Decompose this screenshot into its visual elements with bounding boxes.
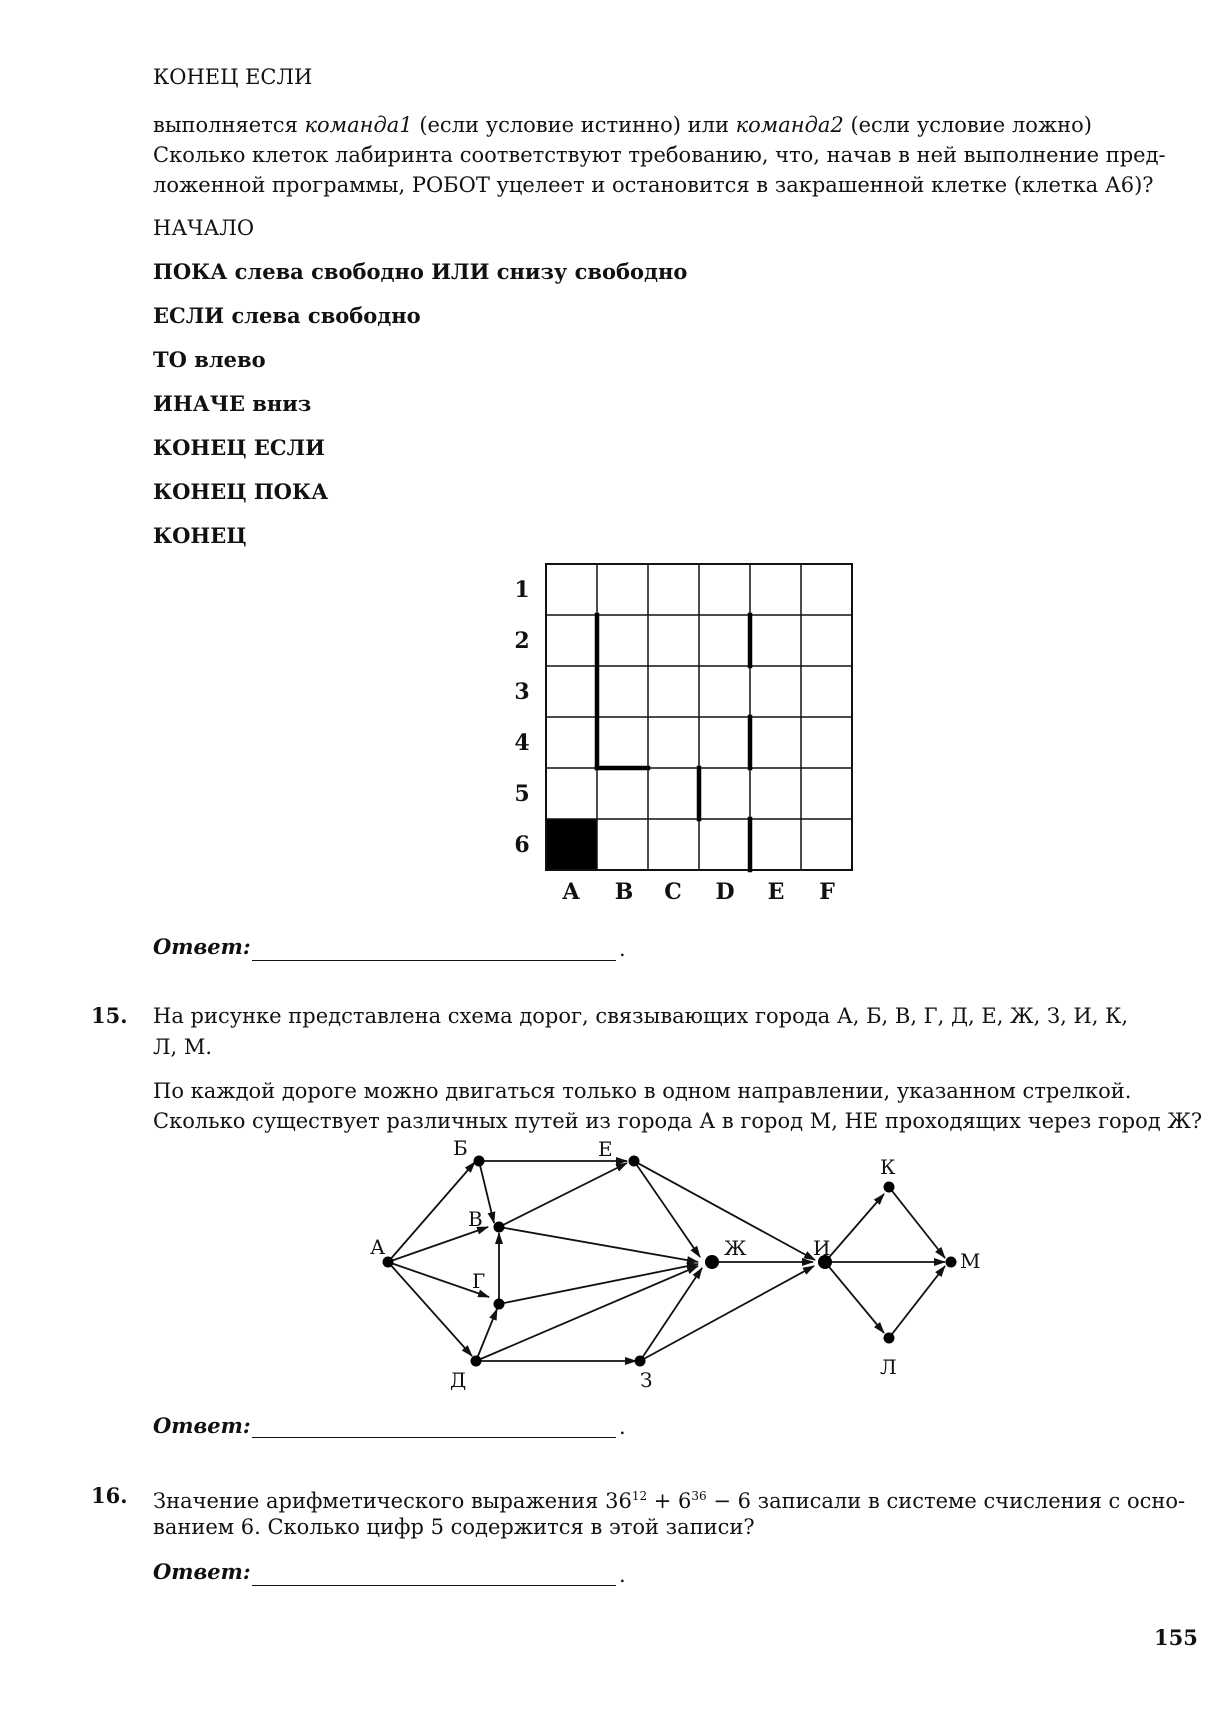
edge-i-k bbox=[825, 1194, 884, 1262]
edge-v-e bbox=[499, 1163, 627, 1227]
question14-line-2: ложенной программы, РОБОТ уцелеет и остановится в закрашенной клетке (клетка А6)? bbox=[153, 173, 1154, 197]
node-z bbox=[635, 1356, 646, 1367]
program-line: КОНЕЦ ПОКА bbox=[153, 479, 329, 504]
edge-z-zh bbox=[640, 1268, 702, 1361]
maze-row-label: 3 bbox=[514, 679, 530, 705]
maze-row-label: 6 bbox=[514, 832, 530, 858]
task16-text: − 6 записали в системе счисления с осно- bbox=[706, 1489, 1186, 1513]
maze-row-label: 2 bbox=[514, 628, 530, 654]
program-line: КОНЕЦ ЕСЛИ bbox=[153, 435, 325, 460]
maze-row-label: 1 bbox=[514, 577, 530, 603]
answer-label: Ответ: bbox=[153, 1559, 251, 1584]
node-label-d: Д bbox=[450, 1368, 467, 1392]
exec-text-3: (если условие ложно) bbox=[843, 113, 1092, 137]
maze-row-label: 5 bbox=[514, 781, 530, 807]
node-g bbox=[494, 1299, 505, 1310]
edge-e-zh bbox=[634, 1161, 700, 1257]
task15-text-line: Л, М. bbox=[153, 1035, 213, 1059]
question14-line-1: Сколько клеток лабиринта соответствуют требованию, что, начав в ней выполнение пред- bbox=[153, 143, 1166, 167]
node-e bbox=[629, 1156, 640, 1167]
answer-label: Ответ: bbox=[153, 1413, 251, 1438]
answer-dot: . bbox=[619, 1563, 626, 1587]
node-label-zh: Ж bbox=[724, 1236, 747, 1260]
exponent: 36 bbox=[691, 1489, 707, 1503]
node-label-a: А bbox=[370, 1235, 386, 1259]
edge-k-m bbox=[889, 1187, 945, 1258]
maze-col-label: F bbox=[819, 879, 835, 905]
node-l bbox=[884, 1333, 895, 1344]
node-v bbox=[494, 1222, 505, 1233]
node-label-e: Е bbox=[598, 1137, 613, 1161]
task-number: 15. bbox=[91, 1003, 128, 1028]
task16-text: Значение арифметического выражения 36 bbox=[153, 1489, 632, 1513]
node-b bbox=[474, 1156, 485, 1167]
task16-text-line-2: ванием 6. Сколько цифр 5 содержится в этой записи? bbox=[153, 1515, 755, 1539]
program-line: НАЧАЛО bbox=[153, 216, 255, 240]
node-label-i: И bbox=[813, 1236, 831, 1260]
answer-label: Ответ: bbox=[153, 934, 251, 959]
program-line: ПОКА слева свободно ИЛИ снизу свободно bbox=[153, 259, 688, 284]
node-k bbox=[884, 1182, 895, 1193]
task15-text-line: По каждой дороге можно двигаться только в одном направлении, указанном стрелкой. bbox=[153, 1079, 1132, 1103]
edge-g-zh bbox=[499, 1264, 698, 1304]
command2-italic: команда2 bbox=[735, 113, 844, 137]
node-m bbox=[946, 1257, 957, 1268]
node-label-b: Б bbox=[453, 1136, 468, 1160]
answer-field-15[interactable] bbox=[252, 1437, 616, 1438]
maze-col-label: A bbox=[562, 879, 580, 905]
task16-text-line-1 bbox=[153, 1481, 1185, 1516]
program-line: ИНАЧЕ вниз bbox=[153, 391, 312, 416]
node-label-v: В bbox=[468, 1207, 483, 1231]
program-line: ТО влево bbox=[153, 347, 266, 372]
node-label-m: М bbox=[960, 1249, 981, 1273]
exec-text-1: выполняется bbox=[153, 113, 305, 137]
graph-edges bbox=[388, 1161, 945, 1361]
answer-dot: . bbox=[619, 1415, 626, 1439]
edge-v-zh bbox=[499, 1227, 698, 1262]
task-number: 16. bbox=[91, 1483, 128, 1508]
task15-text-line: На рисунке представлена схема дорог, связывающих города А, Б, В, Г, Д, Е, Ж, З, И, К, bbox=[153, 1004, 1129, 1028]
node-label-z: З bbox=[640, 1368, 653, 1392]
edge-i-l bbox=[825, 1262, 884, 1333]
maze-col-label: C bbox=[664, 879, 682, 905]
node-d bbox=[471, 1356, 482, 1367]
task16-text: + 6 bbox=[647, 1489, 692, 1513]
answer-field-16[interactable] bbox=[252, 1585, 616, 1586]
node-label-k: К bbox=[880, 1155, 896, 1179]
node-label-l: Л bbox=[880, 1355, 897, 1379]
maze-col-label: E bbox=[767, 879, 785, 905]
code-end-if-top: КОНЕЦ ЕСЛИ bbox=[153, 65, 313, 89]
program-line: КОНЕЦ bbox=[153, 523, 247, 548]
page-number: 155 bbox=[1154, 1625, 1198, 1650]
maze-col-label: B bbox=[614, 879, 634, 905]
command1-italic: команда1 bbox=[304, 113, 413, 137]
answer-dot: . bbox=[619, 937, 626, 961]
program-line: ЕСЛИ слева свободно bbox=[153, 303, 421, 328]
exec-text-2: (если условие истинно) или bbox=[412, 113, 736, 137]
node-label-g: Г bbox=[472, 1269, 486, 1293]
maze-col-label: D bbox=[715, 879, 735, 905]
task15-text-line: Сколько существует различных путей из города А в город М, НЕ проходящих через город Ж? bbox=[153, 1109, 1203, 1133]
maze-row-label: 4 bbox=[514, 730, 530, 756]
exponent: 12 bbox=[631, 1489, 648, 1503]
node-zh bbox=[705, 1255, 719, 1269]
edge-l-m bbox=[889, 1266, 945, 1338]
graph-nodes bbox=[383, 1156, 957, 1367]
